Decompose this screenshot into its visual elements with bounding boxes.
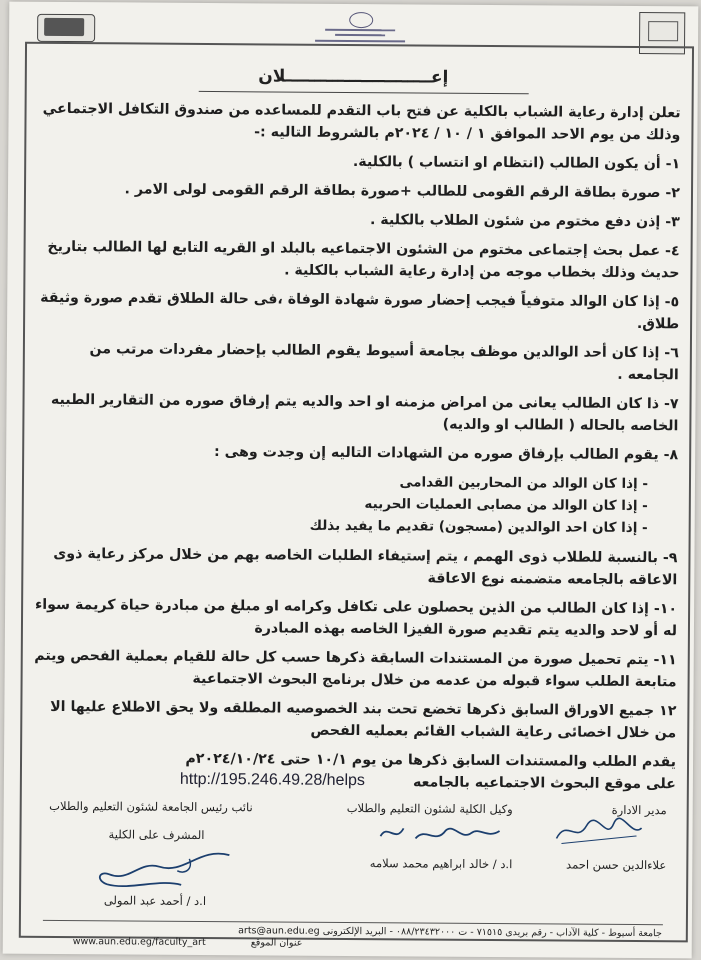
- application-link[interactable]: http://195.246.49.28/helps: [179, 770, 366, 790]
- intro-paragraph: تعلن إدارة رعاية الشباب بالكلية عن فتح باب التقدم للمساعده من صندوق التكافل الاجتماعي وذلك من يوم الاحد الموافق ١ / ١٠ / ٢٠٢٤م بالشروط التاليه :-: [42, 100, 681, 144]
- vice-dean-signature: [375, 818, 505, 849]
- supervisor-signature: [89, 844, 239, 895]
- condition-item: ٧- ذا كان الطالب يعانى من امراض مزمنه او احد والديه يتم إرفاق صوره من التقارير الطبيه الخاصه بالحاله ( الطالب او والديه): [50, 391, 679, 435]
- vice-dean-name: ا.د / خالد ابراهيم محمد سلامه: [369, 856, 513, 872]
- announcement-body: [32, 98, 681, 795]
- condition-item: ٢- صورة بطاقة الرقم القومى للطالب +صورة بطاقة الرقم القومى لولى الامر .: [124, 181, 681, 202]
- footer-address: جامعة أسيوط - كلية الآداب - رقم بريدى ٧١٥١٥ - ت ٠٨٨/٢٣٤٣٢٠٠٠ - البريد الإلكترونى arts@aun.edu.eg: [238, 925, 662, 940]
- condition-item: ٤- عمل بحث إجتماعى مختوم من الشئون الاجتماعيه بالبلد او القريه التابع لها الطالب بتاريخ حديث وذلك بخطاب موجه من إدارة رعاية الشباب بالكلية .: [47, 238, 680, 282]
- university-seal: [305, 12, 415, 47]
- condition-item: ١- أن يكون الطالب (انتظام او انتساب ) بالكلية.: [352, 154, 681, 173]
- certificate-subitem: - إذا كان الوالد من المحاربين القدامى: [399, 474, 649, 493]
- announcement-title: إعـــــــــــــــــــــــــلان: [258, 66, 449, 88]
- footer-site-label: عنوان الموقع: [250, 937, 303, 949]
- condition-item: ١٠- إذا كان الطالب من الذين يحصلون على تكافل وكرامه او مبلغ من مبادرة حياة كريمة سواء له أو لاحد والديه يتم تقديم صورة الفيزا الخاصه بهذه المبادرة: [35, 596, 678, 640]
- footer: [3, 916, 692, 955]
- role-vice-president: نائب رئيس الجامعة لشئون التعليم والطلاب: [49, 798, 253, 815]
- closing-line: على موقع البحوث الاجتماعيه بالجامعه: [412, 774, 676, 793]
- role-vice-dean: وكيل الكلية لشئون التعليم والطلاب: [346, 800, 513, 817]
- footer-divider: [43, 920, 663, 925]
- faculty-logo: [37, 14, 95, 42]
- role-manager: مدير الادارة: [611, 802, 667, 818]
- footer-website[interactable]: www.aun.edu.eg/faculty_art: [72, 936, 206, 949]
- certificate-subitem: - إذا كان احد الوالدين (مسجون) تقديم ما يفيد بذلك: [309, 517, 648, 537]
- supervisor-name: ا.د / أحمد عبد المولى: [103, 893, 207, 909]
- condition-item: ١٢ جميع الاوراق السابق ذكرها تخضع تحت بند الخصوصيه المطلقه ولا يحق الاطلاع عليها الا من خلال اخصائى رعاية الشباب القائم بعمليه الفحص: [50, 698, 677, 742]
- condition-item: ٥- إذا كان الوالد متوفياً فيجب إحضار صورة شهادة الوفاة ،فى حالة الطلاق تقدم صورة وثيقة طلاق.: [40, 289, 680, 333]
- manager-name: علاءالدين حسن احمد: [566, 857, 667, 873]
- closing-line: يقدم الطلب والمستندات السابق ذكرها من يوم ١٠/١ حتى ٢٠٢٤/١٠/٢٤م: [185, 750, 677, 771]
- condition-item: ٦- إذا كان أحد الوالدين موظف بجامعة أسيوط يقوم الطالب بإحضار مفردات مرتب من الجامعه .: [89, 341, 679, 384]
- role-supervisor: المشرف على الكلية: [108, 827, 205, 842]
- condition-item: ٨- يقوم الطالب بإرفاق صوره من الشهادات التاليه إن وجدت وهى :: [213, 444, 679, 464]
- certificate-subitem: - إذا كان الوالد من مصابى العمليات الحربيه: [364, 496, 648, 515]
- document-sheet: [3, 2, 699, 959]
- condition-item: ١١- يتم تحميل صورة من المستندات السابقة ذكرها حسب كل حالة للقيام بعملية الفحص ويتم متابعة الطلب سواء قبوله من عدمه من خلال برنامج البحوث الاجتماعية: [34, 647, 677, 691]
- manager-signature: [551, 813, 646, 850]
- condition-item: ٣- إذن دفع مختوم من شئون الطلاب بالكلية .: [369, 212, 680, 231]
- condition-item: ٩- بالنسبة للطلاب ذوى الهمم ، يتم إستيفاء الطلبات الخاصه بهم من خلال مركز رعاية ذوى الاعاقه بالجامعه متضمنه نوع الاعاقة: [53, 545, 678, 589]
